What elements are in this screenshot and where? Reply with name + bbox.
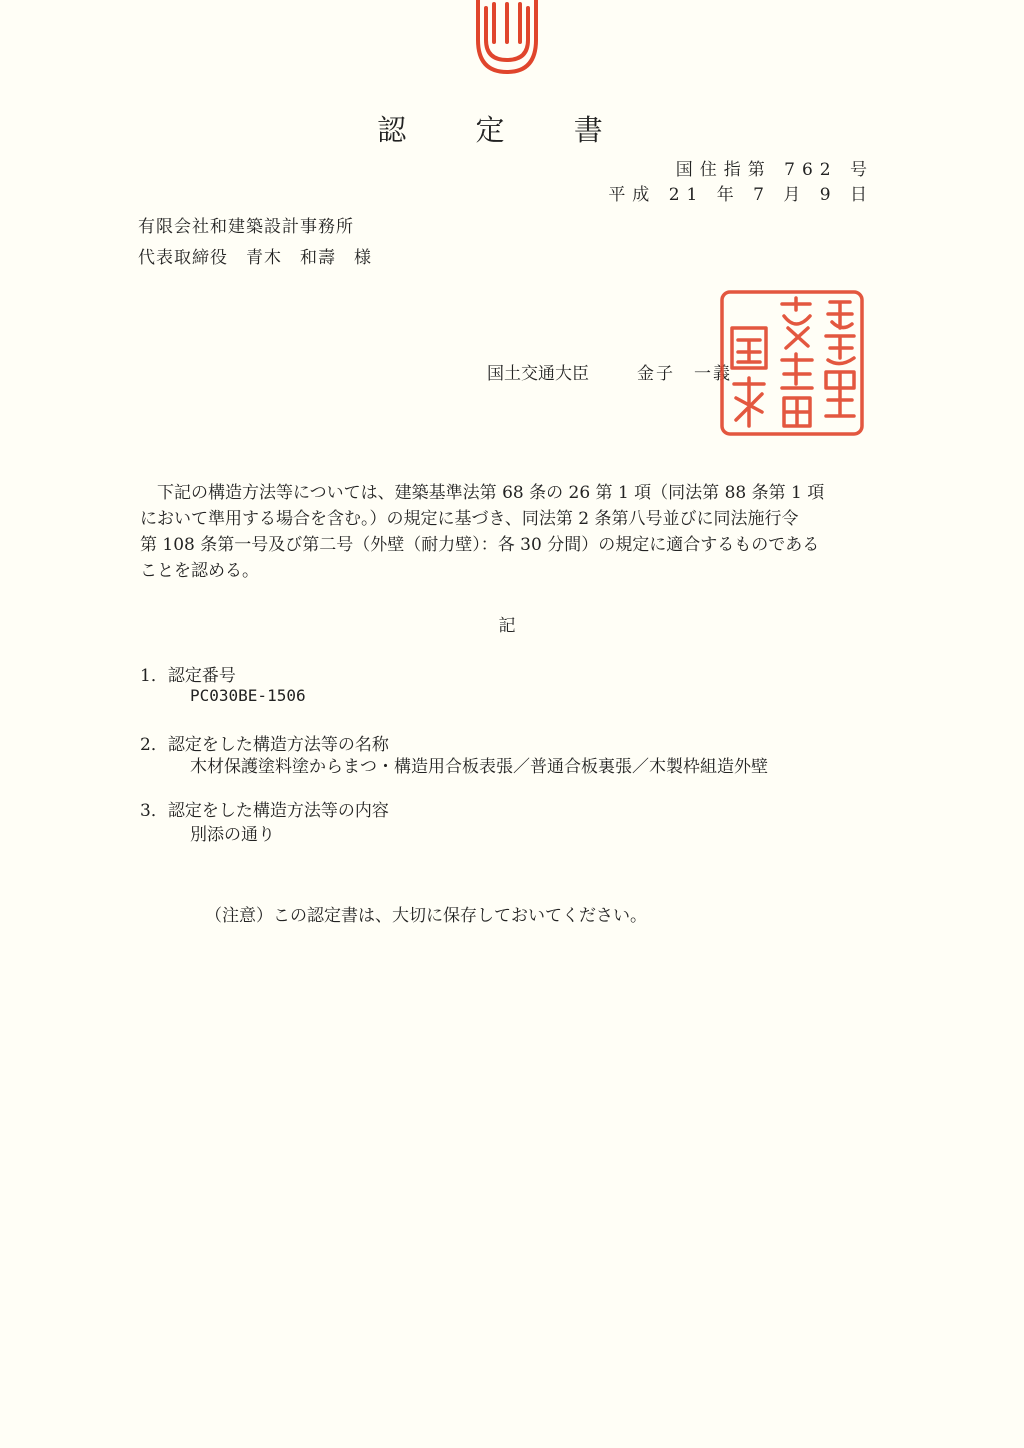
statement-line: において準用する場合を含む。）の規定に基づき、同法第 2 条第八号並びに同法施行令 xyxy=(140,509,799,529)
document-date: 平成 21 年 7 月 9 日 xyxy=(608,185,874,205)
statement-line: ことを認める。 xyxy=(140,561,259,581)
item-value-certification-number: PC030BE-1506 xyxy=(190,686,306,705)
item-label-method-name: 2．認定をした構造方法等の名称 xyxy=(140,735,389,755)
official-seal-icon xyxy=(718,288,866,438)
document-number: 国住指第 762 号 xyxy=(675,160,874,180)
statement-line: 下記の構造方法等については、建築基準法第 68 条の 26 第 1 項（同法第 88 条第 1 項 xyxy=(140,483,825,503)
issuer-name: 金子 一義 xyxy=(637,364,732,384)
certification-statement xyxy=(140,480,880,584)
recipient-company: 有限会社和建築設計事務所 xyxy=(138,217,354,237)
statement-line: 第 108 条第一号及び第二号（外壁（耐力壁）：各 30 分間）の規定に適合するものである xyxy=(140,535,820,555)
item-value-method-name: 木材保護塗料塗からまつ・構造用合板表張／普通合板裏張／木製枠組造外壁 xyxy=(190,757,768,777)
document-title: 認 定 書 xyxy=(377,113,633,147)
item-label-method-content: 3．認定をした構造方法等の内容 xyxy=(140,801,389,821)
stamp-top-icon xyxy=(472,0,542,78)
item-value-method-content: 別添の通り xyxy=(190,825,275,845)
issuer-title: 国土交通大臣 xyxy=(487,364,589,384)
recipient-name: 代表取締役 青木 和壽 様 xyxy=(138,248,372,268)
item-label-certification-number: 1．認定番号 xyxy=(140,666,236,686)
ki-heading: 記 xyxy=(498,616,516,636)
caution-note: （注意）この認定書は、大切に保存しておいてください。 xyxy=(205,906,647,926)
